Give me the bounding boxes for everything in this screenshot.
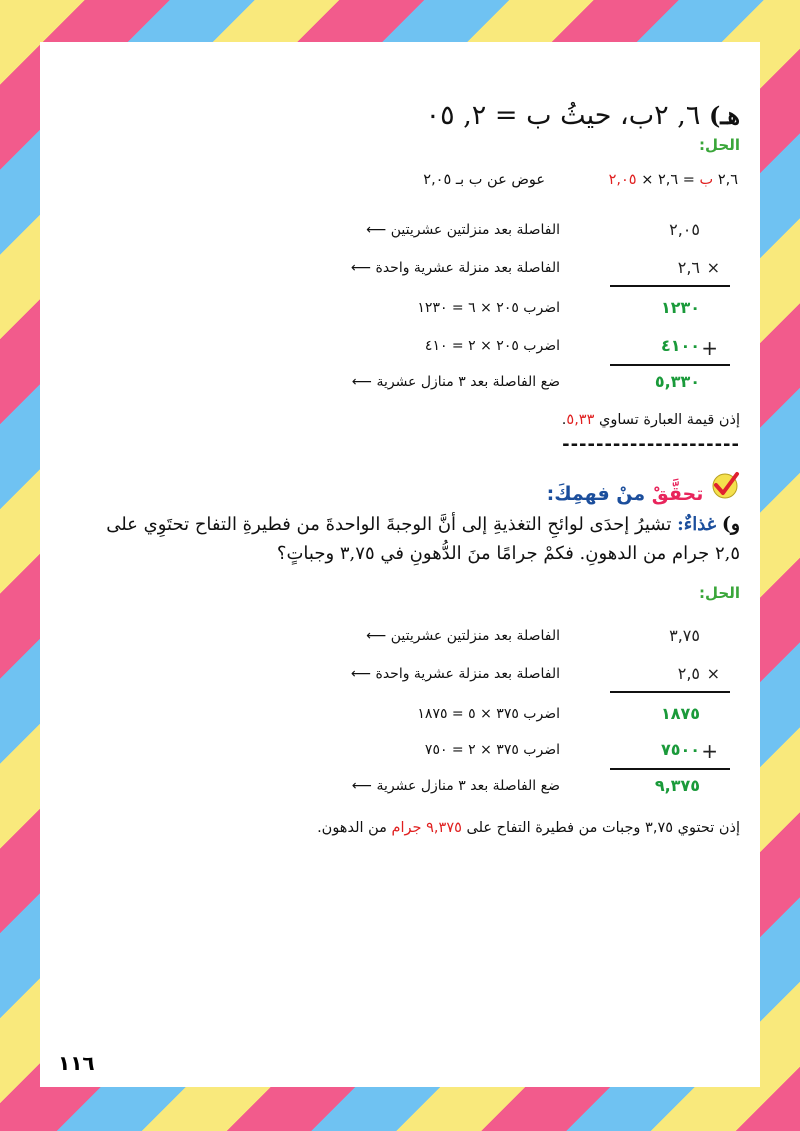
w-row2-note-text: الفاصلة بعد منزلة عشرية واحدة xyxy=(375,666,560,682)
h-row3-note: اضرب ٢٠٥ × ٦ = ١٢٣٠ xyxy=(417,300,560,316)
w-rule-2 xyxy=(610,768,730,770)
solution-label: الحل: xyxy=(699,584,740,602)
arrow-left-icon: ⟵ xyxy=(350,260,372,276)
part-w-topic: غذاءٌ: xyxy=(677,514,717,535)
solution-label: الحل: xyxy=(699,136,740,154)
part-h-title xyxy=(426,100,740,131)
w-row4-number: ٧٥٠٠ xyxy=(660,740,700,759)
arrow-left-icon: ⟵ xyxy=(351,374,372,390)
h-rule-1 xyxy=(610,285,730,287)
w-conclusion-text: إذن تحتوي ٣,٧٥ وجبات من فطيرة التفاح على xyxy=(461,820,740,836)
h-row3-number: ١٢٣٠ xyxy=(660,298,700,317)
w-plus-sign: + xyxy=(701,739,724,763)
check-title-a: تحقَّقْ xyxy=(651,483,704,505)
h-row4-note: اضرب ٢٠٥ × ٢ = ٤١٠ xyxy=(424,338,560,354)
part-w-problem-text: تشيرُ إحدَى لوائحِ التغذيةِ إلى أنَّ الوجبةَ الواحدةَ من فطيرةِ التفاح تحتَوِي على ٢,٥ جرام من الدهونِ. فكمْ جرامًا منَ الدُّهونِ في ٣,٧٥ وجباتٍ؟ xyxy=(106,514,740,564)
h-plus-sign: + xyxy=(701,336,724,360)
sub-part-b: ب xyxy=(699,172,714,188)
h-conclusion xyxy=(562,412,740,428)
separator-line: --------------------- xyxy=(562,434,740,455)
h-row1-number: ٢,٠٥ xyxy=(669,220,700,239)
arrow-left-icon: ⟵ xyxy=(366,222,387,238)
arrow-left-icon: ⟵ xyxy=(350,666,372,682)
sub-part-a: ٢,٦ xyxy=(713,172,738,188)
w-row3-number: ١٨٧٥ xyxy=(660,704,700,723)
w-multiply-sign: × xyxy=(706,664,726,683)
part-h-expression: ٦, ٢ب، حيثُ ب = ٢, ٠٥ xyxy=(425,100,701,131)
w-row4-note: اضرب ٣٧٥ × ٢ = ٧٥٠ xyxy=(424,742,560,758)
check-understanding-title xyxy=(547,470,740,505)
h-row5-number: ٥,٣٣٠ xyxy=(654,372,700,391)
w-row5-note-text: ضع الفاصلة بعد ٣ منازل عشرية xyxy=(376,778,560,794)
h-row4-number: ٤١٠٠ xyxy=(660,336,700,355)
part-h-label: هـ) xyxy=(708,101,740,130)
arrow-left-icon: ⟵ xyxy=(366,628,387,644)
check-mark-icon xyxy=(710,470,740,505)
sub-part-d: ٢,٠٥ xyxy=(608,172,637,188)
check-title-b: منْ فهمِكَ: xyxy=(546,483,652,505)
h-row5-note xyxy=(352,374,560,390)
w-conclusion-end: من الدهون. xyxy=(317,820,392,836)
h-row2-number: ٢,٦ xyxy=(677,258,700,277)
sub-part-c: = ٢,٦ × xyxy=(636,172,700,188)
h-rule-2 xyxy=(610,364,730,366)
w-row5-note xyxy=(352,778,560,794)
h-conclusion-end: . xyxy=(561,412,567,428)
h-row2-note xyxy=(351,260,560,276)
w-rule-1 xyxy=(610,691,730,693)
w-row2-number: ٢,٥ xyxy=(677,664,700,683)
h-multiply-sign: × xyxy=(706,258,726,277)
h-conclusion-text: إذن قيمة العبارة تساوي xyxy=(594,412,740,428)
w-row1-note-text: الفاصلة بعد منزلتين عشريتين xyxy=(390,628,560,644)
h-row1-note xyxy=(366,222,560,238)
page-number: ١١٦ xyxy=(58,1051,95,1075)
w-row1-number: ٣,٧٥ xyxy=(669,626,700,645)
part-w-label: و) xyxy=(721,513,740,535)
part-w-problem xyxy=(90,510,740,568)
arrow-left-icon: ⟵ xyxy=(351,778,372,794)
substitution-equation xyxy=(609,172,738,188)
h-conclusion-value: ٥,٣٣ xyxy=(566,412,595,428)
w-row1-note xyxy=(366,628,560,644)
h-row5-note-text: ضع الفاصلة بعد ٣ منازل عشرية xyxy=(376,374,560,390)
w-conclusion xyxy=(317,820,740,836)
h-row2-note-text: الفاصلة بعد منزلة عشرية واحدة xyxy=(375,260,560,276)
w-conclusion-value: ٩,٣٧٥ جرام xyxy=(391,820,462,836)
substitution-note: عوض عن ب بـ ٢,٠٥ xyxy=(423,172,545,188)
w-row2-note xyxy=(351,666,560,682)
page xyxy=(40,42,760,1087)
w-row3-note: اضرب ٣٧٥ × ٥ = ١٨٧٥ xyxy=(417,706,560,722)
w-row5-number: ٩,٣٧٥ xyxy=(654,776,700,795)
h-row1-note-text: الفاصلة بعد منزلتين عشريتين xyxy=(390,222,560,238)
